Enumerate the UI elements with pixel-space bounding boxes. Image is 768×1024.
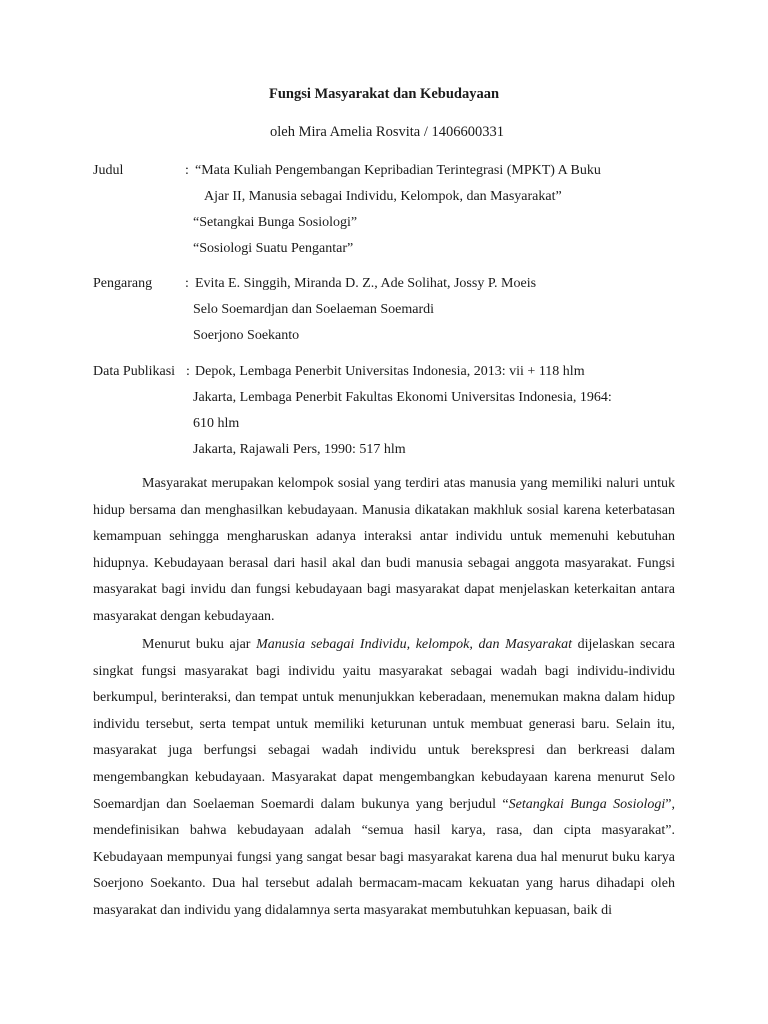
- document-title: Fungsi Masyarakat dan Kebudayaan: [268, 86, 500, 102]
- pengarang-colon: :: [185, 276, 189, 291]
- judul-label: Judul: [93, 163, 124, 178]
- paragraph-text: dijelaskan secara singkat fungsi masyarakat bagi individu yaitu masyarakat sebagai wadah bagi individu-individu berkumpul, berinteraksi, dan tempat untuk menunjukkan keberadaan, menemukan makna dalam hidup individu tersebut, serta tempat untuk memiliki keturunan untuk membuat generasi baru. Selain itu, masyarakat juga berfungsi sebagai wadah individu untuk berekspresi dan berkreasi dalam mengembangkan kebudayaan. Masyarakat dapat mengembangkan kebudayaan karena menurut Selo Soemardjan dan Soelaeman Soemardi dalam bukunya yang berjudul “: [93, 637, 675, 812]
- publikasi-line: Depok, Lembaga Penerbit Universitas Indonesia, 2013: vii + 118 hlm: [195, 364, 585, 379]
- publikasi-line: Jakarta, Rajawali Pers, 1990: 517 hlm: [193, 442, 406, 457]
- body-paragraph-2: [93, 632, 675, 925]
- pengarang-line: Selo Soemardjan dan Soelaeman Soemardi: [193, 302, 435, 317]
- pengarang-line: Evita E. Singgih, Miranda D. Z., Ade Solihat, Jossy P. Moeis: [195, 276, 537, 291]
- book-title-italic: Setangkai Bunga Sosiologi: [508, 796, 666, 812]
- paragraph-text: ”, mendefinisikan bahwa kebudayaan adalah “semua hasil karya, rasa, dan cipta masyarakat”. Kebudayaan mempunyai fungsi yang sangat besar bagi masyarakat karena dua hal menurut buku karya Soerjono Soekanto. Dua hal tersebut adalah bermacam-macam kekuatan yang harus dihadapi oleh masyarakat dan individu yang didalamnya serta masyarakat membutuhkan kepuasan, baik di: [93, 796, 675, 918]
- author-byline: oleh Mira Amelia Rosvita / 1406600331: [270, 124, 504, 140]
- publikasi-label: Data Publikasi: [93, 364, 176, 379]
- publikasi-line: Jakarta, Lembaga Penerbit Fakultas Ekonomi Universitas Indonesia, 1964:: [193, 390, 612, 405]
- judul-line: “Mata Kuliah Pengembangan Kepribadian Terintegrasi (MPKT) A Buku: [195, 163, 601, 178]
- judul-line: “Setangkai Bunga Sosiologi”: [193, 215, 358, 230]
- pengarang-line: Soerjono Soekanto: [193, 328, 300, 343]
- publikasi-line: 610 hlm: [193, 416, 240, 431]
- pengarang-label: Pengarang: [93, 276, 153, 291]
- book-title-italic: Manusia sebagai Individu, kelompok, dan Masyarakat: [256, 637, 572, 652]
- judul-colon: :: [185, 163, 189, 178]
- judul-line: Ajar II, Manusia sebagai Individu, Kelompok, dan Masyarakat”: [204, 189, 562, 204]
- body-paragraph-1: Masyarakat merupakan kelompok sosial yang terdiri atas manusia yang memiliki naluri untuk hidup bersama dan menghasilkan kebudayaan. Manusia dikatakan makhluk sosial karena keterbatasan kemampuan sehingga mengharuskan adanya interaksi antar individu untuk memenuhi kebutuhan hidupnya. Kebudayaan berasal dari hasil akal dan budi manusia sebagai anggota masyarakat. Fungsi masyarakat bagi invidu dan fungsi kebudayaan bagi masyarakat dapat menjelaskan keterkaitan antara masyarakat dengan kebudayaan.: [93, 476, 675, 624]
- judul-line: “Sosiologi Suatu Pengantar”: [193, 241, 354, 256]
- publikasi-colon: :: [186, 364, 190, 379]
- paragraph-text: Menurut buku ajar: [142, 637, 257, 652]
